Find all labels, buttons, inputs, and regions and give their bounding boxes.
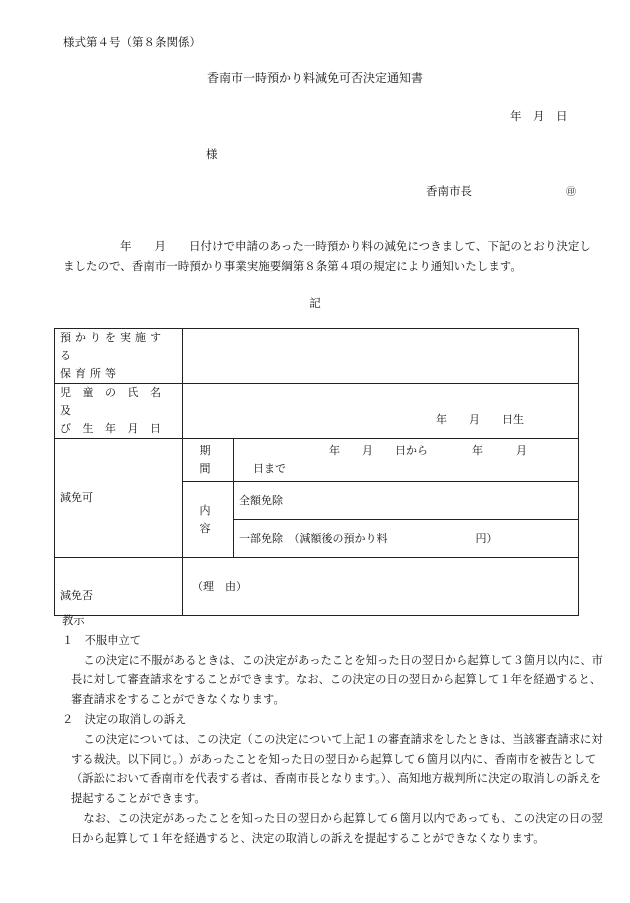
period-field[interactable]	[234, 439, 579, 482]
ki-heading: 記	[309, 296, 321, 310]
reason-field[interactable]	[183, 558, 579, 616]
form-number: 様式第４号（第８条関係）	[63, 35, 201, 49]
denied-label: 減免否	[55, 558, 183, 616]
addressee: 様	[206, 147, 218, 161]
intro-line-1: 年 月 日付けで申請のあった一時預かり料の減免につきまして、下記のとおり決定し	[120, 239, 591, 253]
reason-label: （理 由）	[192, 579, 247, 593]
notes-item2-title: ２ 決定の取消しの訴え	[62, 712, 187, 726]
table-row	[55, 439, 579, 482]
notice-date: 年 月 日	[510, 109, 568, 123]
facility-label: 預かりを実施する 保育所等	[55, 329, 183, 384]
notes-heading: 教示	[62, 614, 85, 627]
period-label: 期 間	[183, 439, 234, 482]
child-label: 児 童 の 氏 名 及 び 生 年 月 日	[55, 384, 183, 439]
notes-item1-body: この決定に不服があるときは、この決定があったことを知った日の翌日から起算して３箇月以内に、市長に対して審査請求をすることができます。なお、この決定の日の翌日から起算して１年を経過すると、審査請求をすることができなくなります。	[71, 653, 603, 707]
notes-item2-body2: なお、この決定があったことを知った日の翌日から起算して６箇月以内であっても、この決定の日の翌日から起算して１年を経過すると、決定の取消しの訴えを提起することができなくなります。	[71, 811, 603, 845]
notes-item1-title: １ 不服申立て	[62, 633, 142, 647]
sender: 香南市長	[426, 184, 472, 198]
seal-mark: ㊞	[566, 187, 576, 198]
decision-table	[54, 328, 579, 616]
document-title: 香南市一時預かり料減免可否決定通知書	[206, 71, 423, 85]
table-row	[55, 384, 579, 439]
full-exemption-option[interactable]: 全額免除	[234, 482, 579, 520]
facility-field[interactable]	[183, 329, 579, 384]
notes-item2-body1: この決定については、この決定（この決定について上記１の審査請求をしたときは、当該審査請求に対する裁決。以下同じ。）があったことを知った日の翌日から起算して６箇月以内に、香南市を被告として（訴訟において香南市を代表する者は、香南市長となります。）、高知地方裁判所に決定の取消しの訴えを提起することができます。	[71, 732, 603, 806]
notes-section	[60, 611, 605, 849]
partial-exemption-option[interactable]: 一部免除 （減額後の預かり料 円）	[234, 520, 579, 558]
period-until: 日まで	[253, 462, 286, 475]
content-label: 内 容	[183, 482, 234, 558]
table-row	[55, 329, 579, 384]
child-field[interactable]	[183, 384, 579, 439]
birth-date: 年 月 日生	[436, 413, 524, 426]
intro-line-2: ましたので、香南市一時預かり事業実施要綱第８条第４項の規定により通知いたします。	[63, 259, 522, 273]
table-row	[55, 558, 579, 616]
approved-label: 減免可	[55, 439, 183, 558]
period-from-to: 年 月 日から 年 月	[329, 444, 527, 457]
